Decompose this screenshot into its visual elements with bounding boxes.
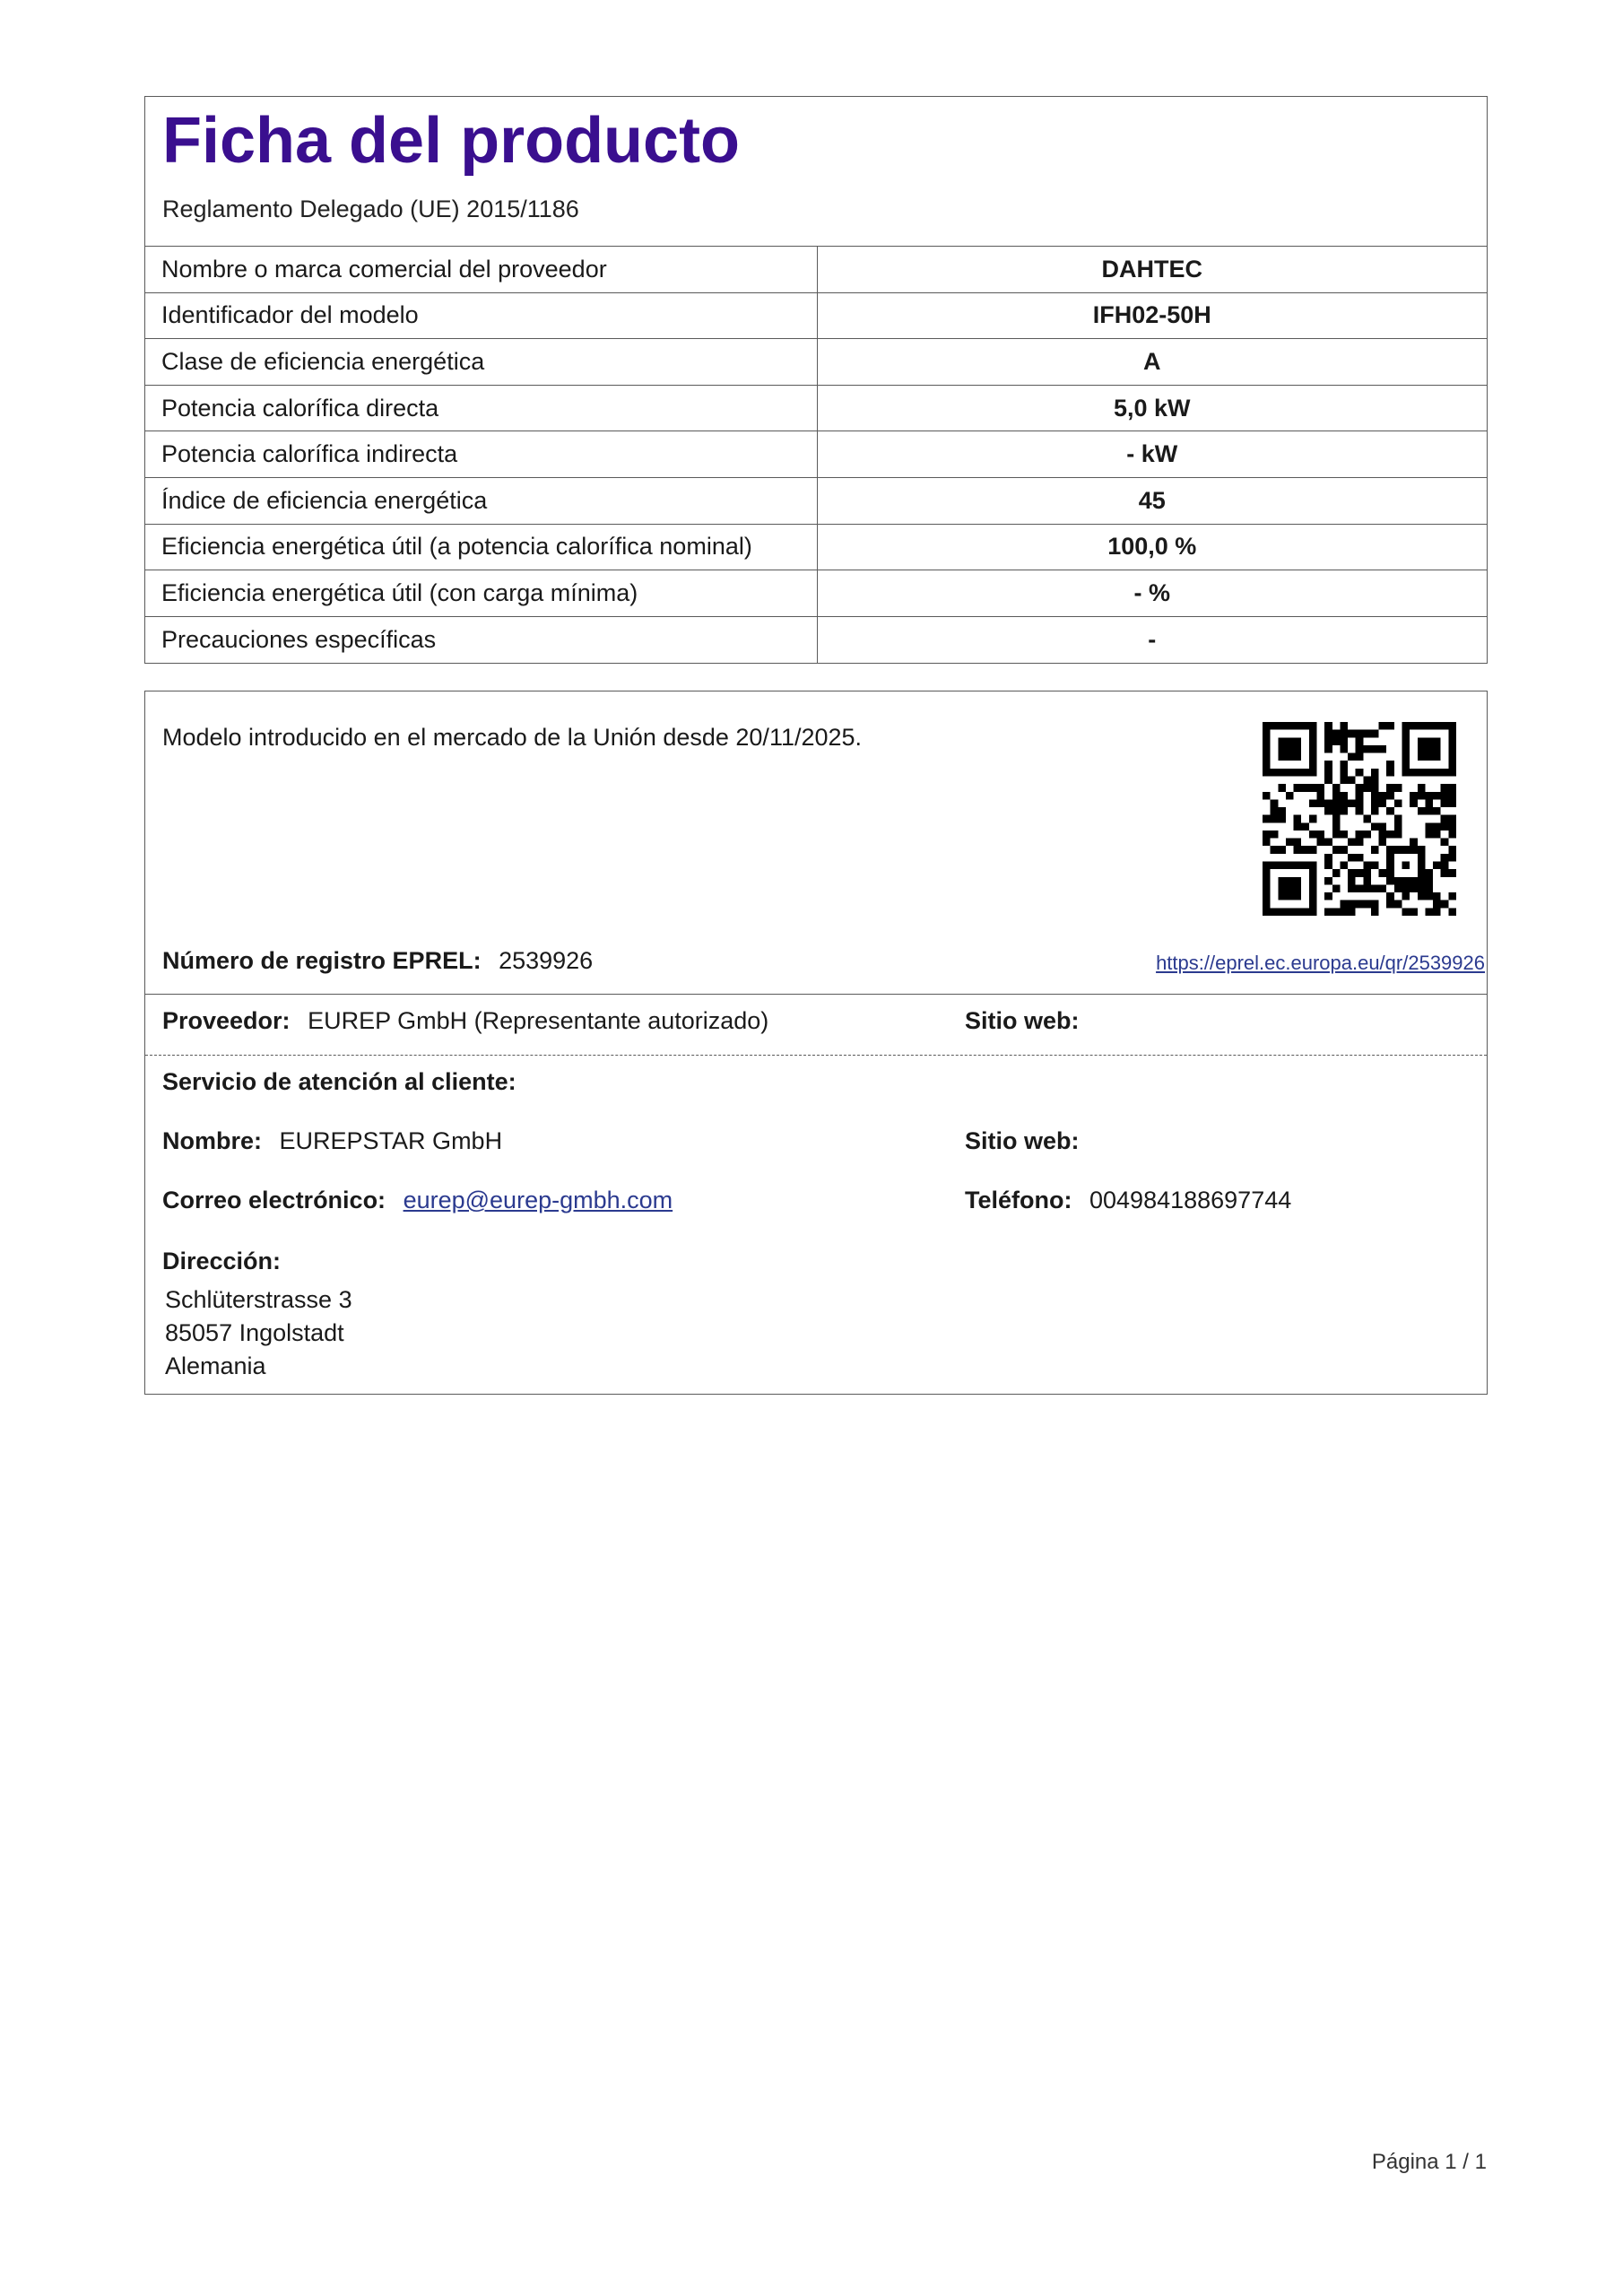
table-row <box>145 477 1487 524</box>
table-row <box>145 385 1487 431</box>
phone-field <box>965 1187 1291 1214</box>
product-sheet-box <box>144 96 1488 664</box>
address-line: 85057 Ingolstadt <box>165 1319 344 1346</box>
row-label: Nombre o marca comercial del proveedor <box>145 247 817 293</box>
row-label: Clase de eficiencia energética <box>145 339 817 386</box>
market-date-text: Modelo introducido en el mercado de la Unión desde 20/11/2025. <box>162 724 863 751</box>
page-number: Página 1 / 1 <box>1371 2150 1487 2174</box>
email-field <box>162 1187 673 1214</box>
eprel-url-link[interactable]: https://eprel.ec.europa.eu/qr/2539926 <box>1156 952 1485 974</box>
page-title: Ficha del producto <box>162 105 741 177</box>
row-label: Eficiencia energética útil (con carga mínima) <box>145 570 817 617</box>
customer-website-label: Sitio web: <box>965 1127 1080 1154</box>
spec-table <box>145 246 1487 663</box>
address-label: Dirección: <box>162 1248 282 1274</box>
row-label: Potencia calorífica indirecta <box>145 431 817 478</box>
phone-label: Teléfono: <box>965 1187 1072 1213</box>
row-label: Potencia calorífica directa <box>145 385 817 431</box>
supplier-label: Proveedor: <box>162 1007 291 1034</box>
customer-name-label: Nombre: <box>162 1127 263 1154</box>
supplier-website-field <box>965 1007 1090 1035</box>
supplier-website-label: Sitio web: <box>965 1007 1080 1034</box>
phone-value: 004984188697744 <box>1089 1187 1292 1213</box>
eprel-label: Número de registro EPREL: <box>162 947 482 974</box>
email-link[interactable]: eurep@eurep-gmbh.com <box>403 1187 673 1213</box>
table-row <box>145 570 1487 617</box>
address-block <box>165 1283 352 1383</box>
table-row <box>145 339 1487 386</box>
customer-name-field <box>162 1127 502 1155</box>
row-value: DAHTEC <box>817 247 1487 293</box>
row-label: Eficiencia energética útil (a potencia calorífica nominal) <box>145 524 817 570</box>
row-value: 45 <box>817 477 1487 524</box>
row-value: 100,0 % <box>817 524 1487 570</box>
supplier-name: EUREP GmbH (Representante autorizado) <box>308 1007 769 1034</box>
email-label: Correo electrónico: <box>162 1187 386 1213</box>
regulation-subtitle: Reglamento Delegado (UE) 2015/1186 <box>162 196 579 222</box>
customer-service-heading: Servicio de atención al cliente: <box>162 1068 516 1095</box>
row-value: - <box>817 616 1487 663</box>
address-line: Schlüterstrasse 3 <box>165 1286 352 1313</box>
eprel-number: 2539926 <box>499 947 594 974</box>
divider <box>145 994 1487 995</box>
table-row <box>145 292 1487 339</box>
dashed-divider <box>145 1055 1487 1056</box>
row-value: - % <box>817 570 1487 617</box>
row-value: A <box>817 339 1487 386</box>
table-row <box>145 524 1487 570</box>
row-label: Índice de eficiencia energética <box>145 477 817 524</box>
supplier-info-box <box>144 691 1488 1395</box>
customer-name-value: EUREPSTAR GmbH <box>279 1127 503 1154</box>
row-label: Precauciones específicas <box>145 616 817 663</box>
supplier-field <box>162 1007 768 1035</box>
row-label: Identificador del modelo <box>145 292 817 339</box>
eprel-registration <box>162 947 593 975</box>
row-value: - kW <box>817 431 1487 478</box>
qr-code-icon[interactable] <box>1263 722 1456 916</box>
table-row <box>145 247 1487 293</box>
row-value: IFH02-50H <box>817 292 1487 339</box>
table-row <box>145 616 1487 663</box>
table-row <box>145 431 1487 478</box>
address-line: Alemania <box>165 1352 266 1379</box>
row-value: 5,0 kW <box>817 385 1487 431</box>
customer-website-field <box>965 1127 1090 1155</box>
